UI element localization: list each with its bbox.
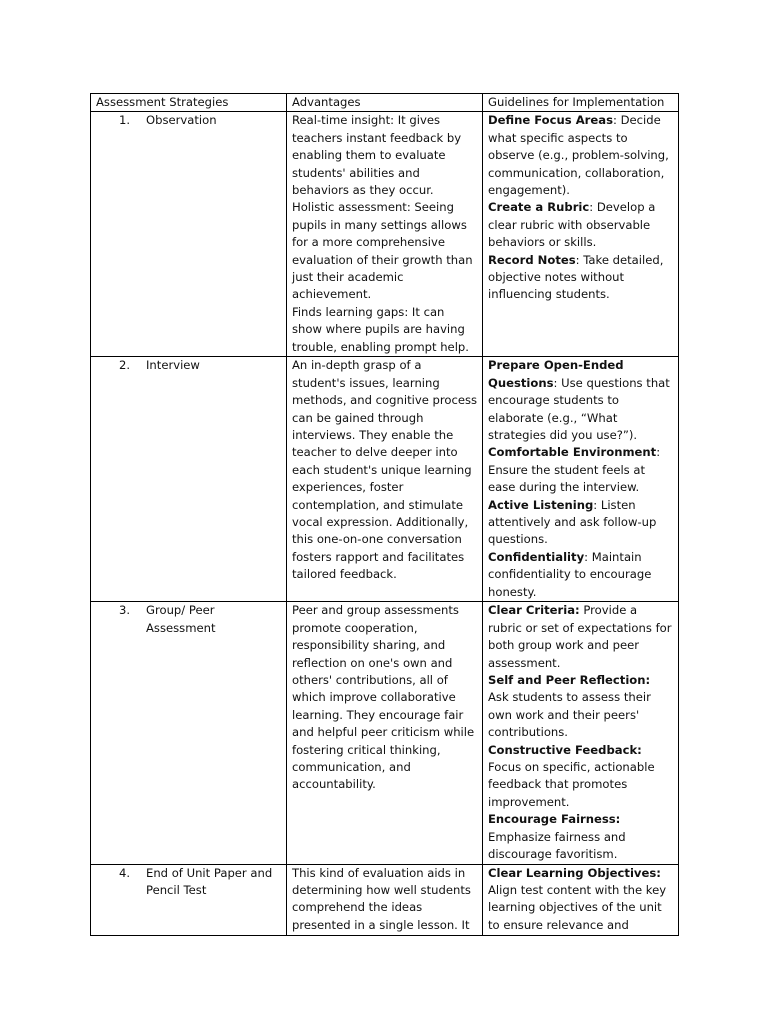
advantage-paragraph: Peer and group assessments promote cooperation, responsibility sharing, and reflection on one's own and others' contributions, all of which improve collaborative learning. They encourage fair and helpful peer criticism while fostering critical thinking, communication, and accountability.: [292, 603, 475, 792]
strategy-cell: [91, 602, 287, 864]
guideline-item: [488, 444, 674, 496]
guideline-text: Take detailed, objective notes without influencing students.: [488, 252, 664, 302]
guideline-text: Ensure the student feels at ease during the interview.: [488, 462, 646, 495]
strategy-name: End of Unit Paper and Pencil Test: [146, 865, 273, 897]
guideline-item: [488, 357, 674, 444]
guideline-item: [488, 742, 674, 812]
table-row: [91, 112, 679, 357]
guidelines-cell: [483, 864, 679, 935]
guideline-title: Clear Criteria:: [488, 603, 580, 618]
strategy-cell: [91, 864, 287, 935]
guideline-text: Decide what specific aspects to observe (e.g., problem-solving, communication, collaboration, engagement).: [488, 113, 669, 198]
strategy-number: 4.: [119, 865, 131, 880]
advantages-cell: [287, 864, 483, 935]
advantage-paragraph: Holistic assessment: Seeing pupils in many settings allows for a more comprehensive evaluation of their growth than just their academic achievement.: [292, 200, 473, 302]
guideline-title: Active Listening: [488, 497, 594, 512]
advantages-cell: [287, 357, 483, 602]
guideline-item: [488, 602, 674, 672]
guideline-title: Confidentiality: [488, 549, 585, 564]
guideline-text: Focus on specific, actionable feedback that promotes improvement.: [488, 760, 655, 809]
guideline-separator: :: [575, 252, 584, 267]
guideline-separator: :: [553, 375, 562, 390]
advantage-paragraph: An in-depth grasp of a student's issues, learning methods, and cognitive process can be gained through interviews. They enable the teacher to delve deeper into each student's unique learning experiences, foster contemplation, and stimulate vocal expression. Additionally, this one-on-one conversation fosters rapport and facilitates tailored feedback.: [292, 358, 478, 582]
guideline-text: Maintain confidentiality to encourage honesty.: [488, 549, 652, 599]
strategy-number: 3.: [119, 603, 131, 618]
guideline-item: [488, 672, 674, 742]
strategy-cell: [91, 357, 287, 602]
guideline-separator: :: [593, 497, 601, 512]
advantage-paragraph: Real-time insight: It gives teachers instant feedback by enabling them to evaluate students' abilities and behaviors as they occur.: [292, 113, 462, 198]
strategy-name: Observation: [146, 113, 217, 128]
guideline-title: Define Focus Areas: [488, 113, 613, 128]
guideline-item: [488, 252, 674, 304]
guideline-separator: :: [584, 549, 592, 564]
advantage-paragraph: This kind of evaluation aids in determining how well students comprehend the ideas presented in a single lesson. It: [292, 865, 471, 932]
guideline-separator: :: [589, 200, 597, 215]
guideline-item: [488, 549, 674, 601]
guideline-title: Self and Peer Reflection:: [488, 673, 651, 688]
guideline-separator: :: [613, 113, 621, 128]
guideline-text: Emphasize fairness and discourage favoritism.: [488, 829, 626, 862]
guideline-title: Prepare Open-Ended Questions: [488, 358, 624, 390]
strategy-number: 2.: [119, 358, 131, 373]
guideline-text: Use questions that encourage students to elaborate (e.g., “What strategies did you use?”).: [488, 375, 670, 443]
header-advantages: Advantages: [287, 94, 483, 112]
guideline-title: Comfortable Environment: [488, 445, 657, 460]
guidelines-cell: [483, 357, 679, 602]
header-guidelines: Guidelines for Implementation: [483, 94, 679, 112]
advantage-paragraph: Finds learning gaps: It can show where pupils are having trouble, enabling prompt help.: [292, 304, 469, 354]
table-row: [91, 602, 679, 864]
strategy-number: 1.: [119, 113, 131, 128]
table-header-row: [91, 94, 679, 112]
guideline-item: [488, 199, 674, 251]
guideline-text: Develop a clear rubric with observable behaviors or skills.: [488, 200, 656, 250]
guideline-title: Record Notes: [488, 252, 576, 267]
strategy-name: Interview: [146, 358, 200, 373]
guideline-title: Clear Learning Objectives:: [488, 865, 661, 880]
guidelines-cell: [483, 602, 679, 864]
guideline-text: Align test content with the key learning objectives of the unit to ensure relevance and: [488, 882, 667, 932]
guideline-item: [488, 497, 674, 549]
guideline-separator: :: [656, 445, 661, 460]
guideline-title: Create a Rubric: [488, 200, 590, 215]
assessment-strategies-table: [90, 93, 679, 936]
table-row: [91, 864, 679, 935]
advantages-cell: [287, 112, 483, 357]
guideline-text: Ask students to assess their own work and their peers' contributions.: [488, 690, 651, 740]
guideline-title: Encourage Fairness:: [488, 812, 621, 827]
guidelines-cell: [483, 112, 679, 357]
table-row: [91, 357, 679, 602]
strategy-name: Group/ Peer Assessment: [146, 603, 216, 635]
header-assessment-strategies: Assessment Strategies: [91, 94, 287, 112]
guideline-text: Provide a rubric or set of expectations for both group work and peer assessment.: [488, 603, 672, 670]
guideline-text: Listen attentively and ask follow-up questions.: [488, 497, 657, 547]
guideline-item: [488, 865, 674, 935]
guideline-title: Constructive Feedback:: [488, 742, 642, 757]
advantages-cell: [287, 602, 483, 864]
guideline-item: [488, 811, 674, 863]
guideline-item: [488, 112, 674, 199]
strategy-cell: [91, 112, 287, 357]
